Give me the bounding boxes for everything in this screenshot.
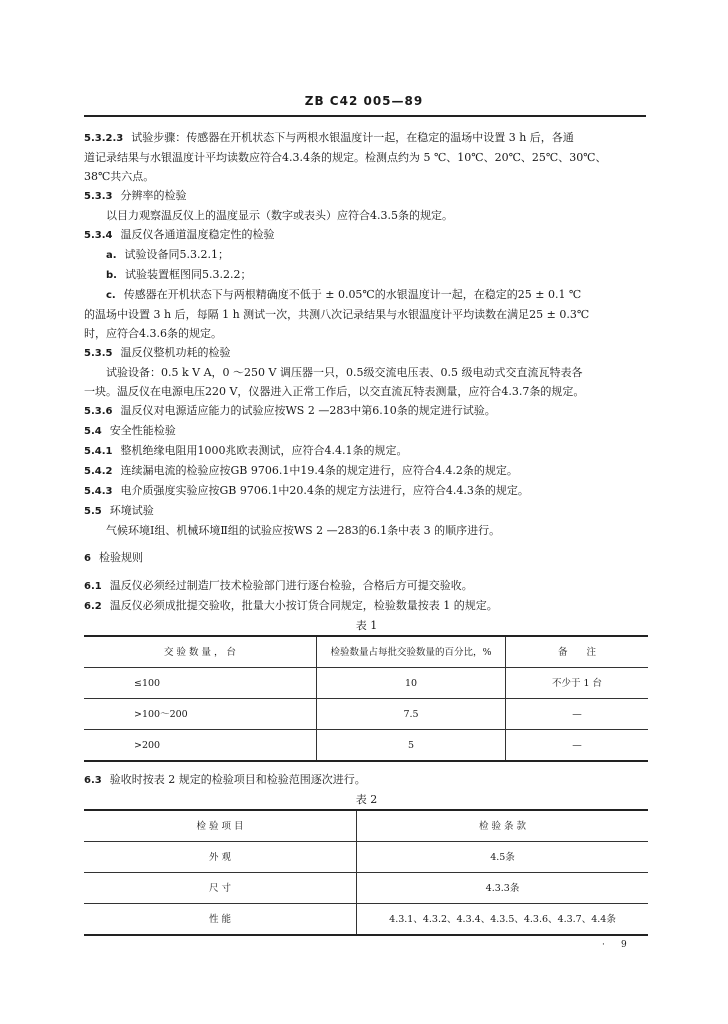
spacer bbox=[84, 568, 649, 576]
table-cell: 4.3.3条 bbox=[357, 873, 649, 904]
paragraph-line: 道记录结果与水银温度计平均读数应符合4.3.4条的规定。检测点约为 5 ℃、10℃、20℃、25℃、30℃、 bbox=[84, 151, 607, 164]
spacer bbox=[84, 540, 649, 548]
table-row bbox=[84, 730, 648, 762]
table-cell: ≤100 bbox=[84, 668, 317, 699]
section-number: 5.3.3 bbox=[84, 191, 113, 202]
list-text: 试验设备同5.3.2.1； bbox=[124, 248, 230, 261]
table-row bbox=[84, 699, 648, 730]
table-cell: 尺 寸 bbox=[84, 873, 357, 904]
section-title: 环境试验 bbox=[109, 504, 154, 517]
heading-5-3-4 bbox=[84, 225, 649, 245]
list-text: 试验装置框图同5.3.2.2； bbox=[124, 268, 252, 281]
standard-code-header: ZB C42 005—89 bbox=[304, 94, 424, 108]
table-row bbox=[84, 873, 648, 904]
section-number: 5.4.1 bbox=[84, 446, 113, 457]
paragraph-6-1 bbox=[84, 576, 649, 596]
header-rule bbox=[84, 115, 646, 117]
section-number: 6.1 bbox=[84, 581, 102, 592]
paragraph-6-2 bbox=[84, 596, 649, 616]
heading-5-4 bbox=[84, 421, 649, 441]
table-header-cell: 交 验 数 量 ， 台 bbox=[84, 636, 317, 668]
table-row bbox=[84, 904, 648, 936]
table-cell: >200 bbox=[84, 730, 317, 762]
page-number: 9 bbox=[621, 940, 627, 950]
table-cell: 4.5条 bbox=[357, 842, 649, 873]
paragraph-5-4-1 bbox=[84, 441, 649, 461]
list-marker: c. bbox=[106, 290, 116, 301]
paragraph-text: 温反仪对电源适应能力的试验应按WS 2 —283中第6.10条的规定进行试验。 bbox=[120, 404, 496, 417]
paragraph-5-4-2 bbox=[84, 461, 649, 481]
section-number: 5.3.4 bbox=[84, 230, 113, 241]
section-number: 5.3.5 bbox=[84, 348, 113, 359]
heading-5-3-5 bbox=[84, 343, 649, 363]
section-number: 5.4 bbox=[84, 426, 102, 437]
document-body bbox=[84, 128, 649, 936]
paragraph-line: 38℃共六点。 bbox=[84, 170, 155, 183]
paragraph-line: 的温场中设置 3 h 后，每隔 1 h 测试一次，共测八次记录结果与水银温度计平均读数在满足25 ± 0.3℃ bbox=[84, 308, 590, 321]
heading-5-3-3 bbox=[84, 186, 649, 206]
paragraph-line: 以目力观察温反仪上的温度显示（数字或表头）应符合4.3.5条的规定。 bbox=[106, 209, 453, 222]
paragraph-5-4-3 bbox=[84, 481, 649, 501]
table-cell: 4.3.1、4.3.2、4.3.4、4.3.5、4.3.6、4.3.7、4.4条 bbox=[389, 913, 616, 925]
table-row bbox=[84, 842, 648, 873]
section-number: 5.4.3 bbox=[84, 486, 113, 497]
table-header-cell: 备 注 bbox=[506, 636, 649, 668]
table-1-title: 表 1 bbox=[355, 619, 378, 632]
list-marker: b. bbox=[106, 270, 117, 281]
section-number: 6 bbox=[84, 553, 91, 564]
section-number: 6.3 bbox=[84, 775, 102, 786]
table-header-row bbox=[84, 810, 648, 842]
list-text: 传感器在开机状态下与两根精确度不低于 ± 0.05℃的水银温度计一起，在稳定的25 ± 0.1 ℃ bbox=[123, 288, 582, 301]
paragraph-line: 气候环境Ⅰ组、机械环境Ⅱ组的试验应按WS 2 —283的6.1条中表 3 的顺序进行。 bbox=[106, 524, 501, 537]
paragraph-6-3 bbox=[84, 770, 649, 790]
paragraph-text: 整机绝缘电阻用1000兆欧表测试，应符合4.4.1条的规定。 bbox=[120, 444, 408, 457]
table-header-cell: 检 验 项 目 bbox=[84, 810, 357, 842]
table-header-cell: 检验数量占每批交验数量的百分比，% bbox=[317, 636, 506, 668]
table-1 bbox=[84, 635, 648, 762]
list-item-c bbox=[84, 285, 649, 305]
paragraph-text: 温反仪必须经过制造厂技术检验部门进行逐台检验，合格后方可提交验收。 bbox=[109, 579, 473, 592]
heading-5-5 bbox=[84, 501, 649, 521]
paragraph-5-3-6 bbox=[84, 401, 649, 421]
section-number: 5.3.6 bbox=[84, 406, 113, 417]
footer-dot: · bbox=[602, 940, 605, 950]
section-number: 5.4.2 bbox=[84, 466, 113, 477]
section-title: 分辨率的检验 bbox=[120, 189, 187, 202]
paragraph-text: 连续漏电流的检验应按GB 9706.1中19.4条的规定进行，应符合4.4.2条的规定。 bbox=[120, 464, 518, 477]
table-2-title: 表 2 bbox=[355, 793, 378, 806]
table-2 bbox=[84, 809, 648, 936]
section-number: 6.2 bbox=[84, 601, 102, 612]
table-row bbox=[84, 668, 648, 699]
section-title: 检验规则 bbox=[98, 551, 143, 564]
paragraph-5-3-2-3 bbox=[84, 128, 649, 148]
paragraph-line: 时，应符合4.3.6条的规定。 bbox=[84, 327, 222, 340]
section-number: 5.3.2.3 bbox=[84, 133, 124, 144]
table-cell: 不少于 1 台 bbox=[506, 668, 649, 699]
table-cell: 外 观 bbox=[84, 842, 357, 873]
list-marker: a. bbox=[106, 250, 117, 261]
paragraph-line: 试验设备：0.5 k V A，0 ～250 V 调压器一只，0.5级交流电压表、0.5 级电动式交直流瓦特表各 bbox=[106, 366, 583, 379]
table-cell: — bbox=[572, 739, 582, 751]
paragraph-text: 试验步骤：传感器在开机状态下与两根水银温度计一起，在稳定的温场中设置 3 h 后，各通 bbox=[131, 131, 574, 144]
table-cell: 性 能 bbox=[84, 904, 357, 936]
table-cell: 10 bbox=[317, 668, 506, 699]
list-item-a bbox=[84, 245, 649, 265]
section-title: 安全性能检验 bbox=[109, 424, 176, 437]
table-cell: 5 bbox=[317, 730, 506, 762]
paragraph-text: 电介质强度实验应按GB 9706.1中20.4条的规定方法进行，应符合4.4.3条的规定。 bbox=[120, 484, 529, 497]
heading-6 bbox=[84, 548, 649, 568]
table-cell: — bbox=[506, 699, 649, 730]
table-cell: 7.5 bbox=[317, 699, 506, 730]
paragraph-text: 温反仪必须成批提交验收，批量大小按订货合同规定，检验数量按表 1 的规定。 bbox=[109, 599, 498, 612]
table-header-row bbox=[84, 636, 648, 668]
section-title: 温反仪整机功耗的检验 bbox=[120, 346, 231, 359]
table-cell: >100～200 bbox=[84, 699, 317, 730]
list-item-b bbox=[84, 265, 649, 285]
section-number: 5.5 bbox=[84, 506, 102, 517]
section-title: 温反仪各通道温度稳定性的检验 bbox=[120, 228, 275, 241]
table-header-cell: 检 验 条 款 bbox=[357, 810, 649, 842]
paragraph-line: 一块。温反仪在电源电压220 V，仪器进入正常工作后，以交直流瓦特表测量，应符合4.3.7条的规定。 bbox=[84, 385, 585, 398]
paragraph-text: 验收时按表 2 规定的检验项目和检验范围逐次进行。 bbox=[109, 773, 366, 786]
spacer bbox=[84, 762, 649, 770]
